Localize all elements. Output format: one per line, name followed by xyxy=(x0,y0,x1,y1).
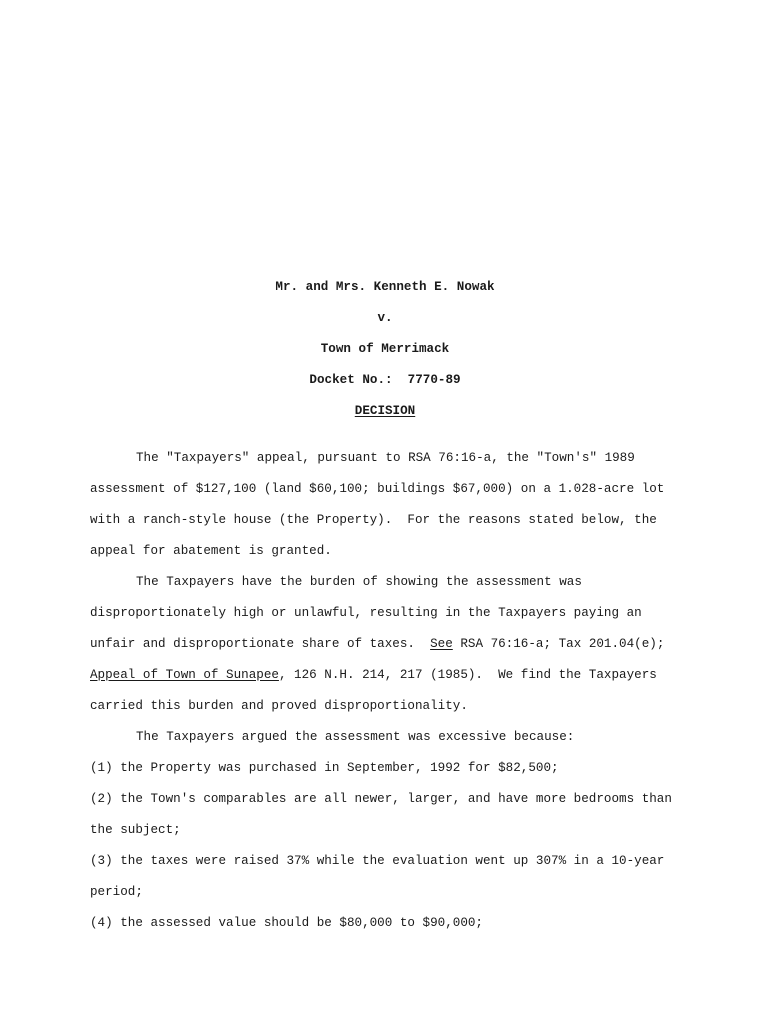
decision-heading xyxy=(0,403,770,419)
paragraph-1-line-4: appeal for abatement is granted. xyxy=(90,544,332,558)
paragraph-2-line-3-post: RSA 76:16-a; Tax 201.04(e); xyxy=(452,637,665,651)
paragraph-2-line-5: carried this burden and proved disproportionality. xyxy=(90,699,468,713)
list-item-1: (1) the Property was purchased in September, 1992 for $82,500; xyxy=(90,761,559,775)
list-item-2-line-1: (2) the Town's comparables are all newer, larger, and have more bedrooms than xyxy=(90,792,672,806)
paragraph-1-line-2: assessment of $127,100 (land $60,100; buildings $67,000) on a 1.028-acre lot xyxy=(90,482,665,496)
list-item-3-line-1: (3) the taxes were raised 37% while the evaluation went up 307% in a 10-year xyxy=(90,854,665,868)
paragraph-2-line-3 xyxy=(90,636,664,652)
case-citation: Appeal of Town of Sunapee xyxy=(90,668,279,682)
caption-versus: v. xyxy=(377,311,393,325)
paragraph-2-line-2: disproportionately high or unlawful, resulting in the Taxpayers paying an xyxy=(90,606,642,620)
caption-respondent: Town of Merrimack xyxy=(320,342,450,356)
paragraph-1-line-3: with a ranch-style house (the Property). For the reasons stated below, the xyxy=(90,513,657,527)
paragraph-2-line-4-post: , 126 N.H. 214, 217 (1985). We find the Taxpayers xyxy=(278,668,657,682)
list-item-3-line-2: period; xyxy=(90,885,143,899)
caption-parties: Mr. and Mrs. Kenneth E. Nowak xyxy=(275,280,495,294)
list-item-4: (4) the assessed value should be $80,000 to $90,000; xyxy=(90,916,483,930)
paragraph-3-line-1: The Taxpayers argued the assessment was excessive because: xyxy=(136,730,575,744)
decision-heading-text: DECISION xyxy=(354,404,416,418)
paragraph-2-line-4 xyxy=(90,667,657,683)
paragraph-1-line-1: The "Taxpayers" appeal, pursuant to RSA 76:16-a, the "Town's" 1989 xyxy=(136,451,635,465)
list-item-2-line-2: the subject; xyxy=(90,823,181,837)
see-citation: See xyxy=(430,637,453,651)
caption-docket: Docket No.: 7770-89 xyxy=(309,373,461,387)
paragraph-2-line-1: The Taxpayers have the burden of showing the assessment was xyxy=(136,575,582,589)
paragraph-2-line-3-pre: unfair and disproportionate share of taxes. xyxy=(90,637,431,651)
